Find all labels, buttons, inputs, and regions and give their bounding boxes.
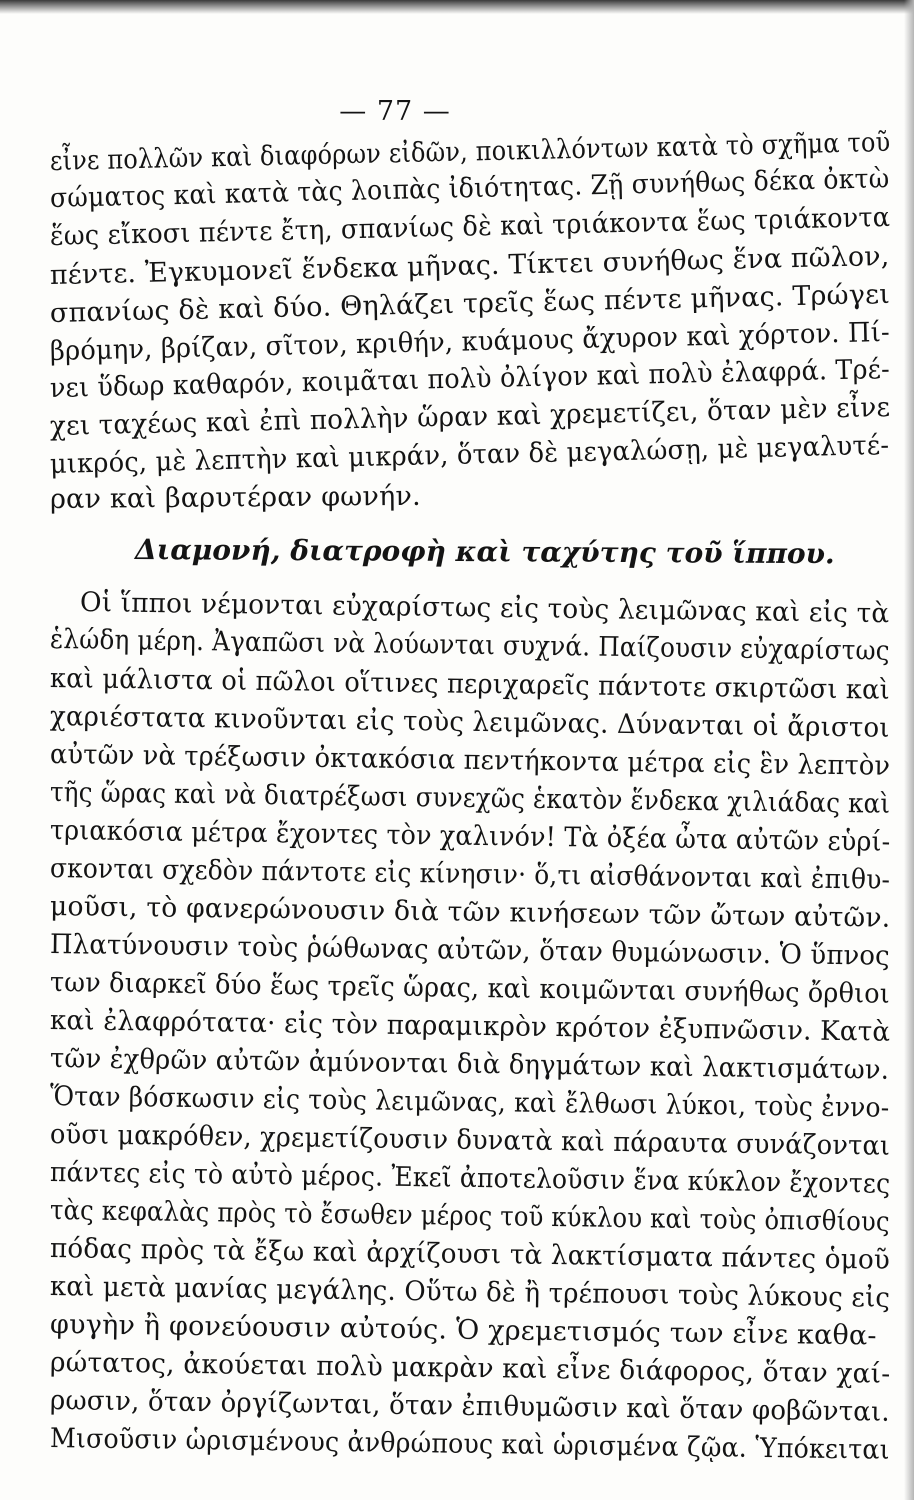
text-line: Πλατύνουσιν τοὺς ῥώθωνας αὐτῶν, ὅταν θυμώνωσιν. Ὁ ὕπνος xyxy=(49,929,891,972)
text-line: σκονται σχεδὸν πάντοτε εἰς κίνησιν· ὅ,τι αἰσθάνονται καὶ ἐπιθυ- xyxy=(49,853,891,896)
text-line: Μισοῦσιν ὡρισμένους ἀνθρώπους καὶ ὡρισμένα ζῷα. Ὑπόκειται xyxy=(49,1423,890,1466)
text-line: τὰς κεφαλὰς πρὸς τὸ ἔσωθεν μέρος τοῦ κύκλου καὶ τοὺς ὀπισθίους xyxy=(49,1195,890,1238)
text-line: αὐτῶν νὰ τρέξωσιν ὀκτακόσια πεντήκοντα μέτρα εἰς ἓν λεπτὸν xyxy=(49,739,891,782)
text-line: ρώτατος, ἀκούεται πολὺ μακρὰν καὶ εἶνε διάφορος, ὅταν χαί- xyxy=(49,1347,891,1390)
text-line: καὶ μάλιστα οἱ πῶλοι οἵτινες περιχαρεῖς πάντοτε σκιρτῶσι καὶ xyxy=(49,663,891,706)
text-line: καὶ μετὰ μανίας μεγάλης. Οὕτω δὲ ἢ τρέπουσι τοὺς λύκους εἰς xyxy=(49,1271,891,1314)
text-line: πόδας πρὸς τὰ ἔξω καὶ ἀρχίζουσι τὰ λακτίσματα πάντες ὁμοῦ xyxy=(49,1233,891,1276)
text-line: ρωσιν, ὅταν ὀργίζωνται, ὅταν ἐπιθυμῶσιν καὶ ὅταν φοβῶνται. xyxy=(49,1385,891,1428)
text-line: πάντες εἰς τὸ αὐτὸ μέρος. Ἐκεῖ ἀποτελοῦσιν ἕνα κύκλον ἔχοντες xyxy=(49,1157,891,1200)
text-line: των διαρκεῖ δύο ἕως τρεῖς ὥρας, καὶ κοιμῶνται συνήθως ὄρθιοι xyxy=(49,967,891,1010)
text-line: οῦσι μακρόθεν, χρεμετίζουσιν δυνατὰ καὶ πάραυτα συνάζονται xyxy=(49,1119,891,1162)
text-line: τῶν ἐχθρῶν αὐτῶν ἀμύνονται διὰ δηγμάτων καὶ λακτισμάτων. xyxy=(49,1043,890,1086)
text-line: σπανίως δὲ καὶ δύο. Θηλάζει τρεῖς ἕως πέντε μῆνας. Τρώγει xyxy=(49,278,891,329)
text-line: φυγὴν ἢ φονεύουσιν αὐτούς. Ὁ χρεμετισμός των εἶνε καθα- xyxy=(49,1309,877,1352)
text-line: τριακόσια μέτρα ἔχοντες τὸν χαλινόν! Τὰ ὀξέα ὦτα αὐτῶν εὑρί- xyxy=(49,815,891,858)
text-line: εἶνε πολλῶν καὶ διαφόρων εἰδῶν, ποικιλλόντων κατὰ τὸ σχῆμα τοῦ xyxy=(49,126,891,177)
text-line: μικρός, μὲ λεπτὴν καὶ μικράν, ὅταν δὲ μεγαλώσῃ, μὲ μεγαλυτέ- xyxy=(49,429,890,480)
text-line: Οἱ ἵπποι νέμονται εὐχαρίστως εἰς τοὺς λειμῶνας καὶ εἰς τὰ xyxy=(79,587,890,630)
text-line: χει ταχέως καὶ ἐπὶ πολλὴν ὥραν καὶ χρεμετίζει, ὅταν μὲν εἶνε xyxy=(49,391,891,442)
page-number: — 77 — xyxy=(339,96,451,127)
text-line: βρόμην, βρίζαν, σῖτον, κριθήν, κυάμους ἄχυρον καὶ χόρτον. Πί- xyxy=(49,316,891,367)
text-line: ἕως εἴκοσι πέντε ἔτη, σπανίως δὲ καὶ τριάκοντα ἕως τριάκοντα xyxy=(49,201,891,252)
text-line: ραν καὶ βαρυτέραν φωνήν. xyxy=(49,480,421,515)
text-line: χαριέστατα κινοῦνται εἰς τοὺς λειμῶνας. Δύνανται οἱ ἄριστοι xyxy=(49,701,890,744)
text-line: καὶ ἐλαφρότατα· εἰς τὸν παραμικρὸν κρότον ἐξυπνῶσιν. Κατὰ xyxy=(49,1005,891,1048)
text-line: σώματος καὶ κατὰ τὰς λοιπὰς ἰδιότητας. Ζῇ συνήθως δέκα ὀκτὼ xyxy=(49,163,890,214)
text-line: νει ὕδωρ καθαρόν, κοιμᾶται πολὺ ὀλίγον καὶ πολὺ ἐλαφρά. Τρέ- xyxy=(49,353,891,404)
text-line: τῆς ὥρας καὶ νὰ διατρέξωσι συνεχῶς ἑκατὸν ἕνδεκα χιλιάδας καὶ xyxy=(49,777,891,820)
text-line: ἑλώδη μέρη. Ἀγαπῶσι νὰ λούωνται συχνά. Παίζουσιν εὐχαρίστως xyxy=(49,624,890,667)
text-line: μοῦσι, τὸ φανερώνουσιν διὰ τῶν κινήσεων τῶν ὤτων αὐτῶν. xyxy=(49,891,891,934)
text-line: πέντε. Ἐγκυμονεῖ ἕνδεκα μῆνας. Τίκτει συνήθως ἕνα πῶλον, xyxy=(49,240,890,291)
text-line: Ὅταν βόσκωσιν εἰς τοὺς λειμῶνας, καὶ ἔλθωσι λύκοι, τοὺς ἐννο- xyxy=(49,1081,890,1124)
section-heading: Διαμονή, διατροφὴ καὶ ταχύτης τοῦ ἵππου. xyxy=(134,533,835,571)
